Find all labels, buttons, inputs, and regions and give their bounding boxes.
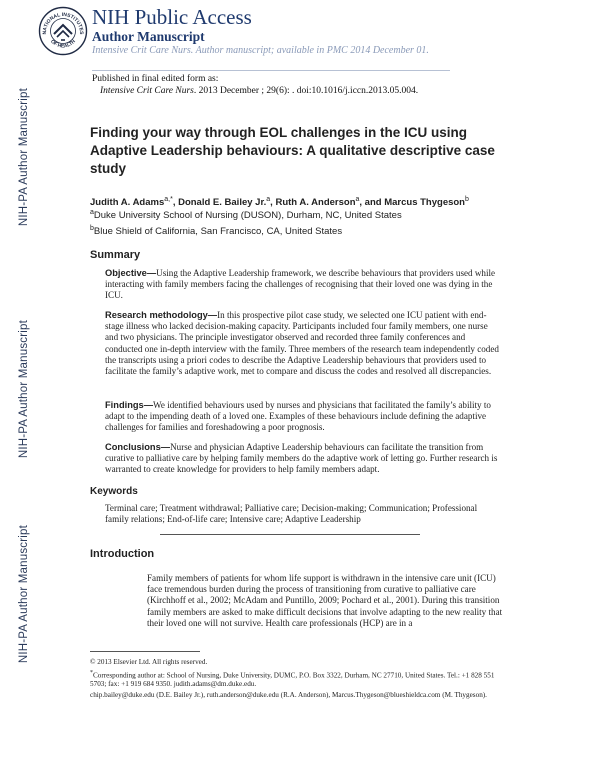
author-list	[90, 196, 469, 208]
footnote-divider	[90, 651, 200, 652]
footnotes	[90, 658, 500, 702]
introduction-paragraph: Family members of patients for whom life support is withdrawn in the intensive care unit (ICU) face tremendous burden during the process of transitioning from curative to palliative care (Kirchhoff et al., 2002; McAdam and Puntillo, 2009; Pochard et al., 2001). During this transition family members are asked to make difficult decisions that involve adapting to the new reality that their loved one will not survive. Health care professionals (HCP) are in a	[147, 573, 503, 628]
author-manuscript-subtitle: Author Manuscript	[92, 29, 205, 44]
methodology-text: In this prospective pilot case study, we selected one ICU patient with end-stage illness who lacked decision-making capacity. Participants included four family members, one nurse and two physicians. The principle investigator observed and recorded three family conferences and conducted one in-depth interview with the family. Three members of the research team independently coded the transcripts using a priori codes to describe the Adaptive Leadership behaviours that providers used to facilitate the family’s adaptive work, met to compare and discuss the codes and resolved all discrepancies.	[105, 310, 499, 377]
abstract-objective	[105, 268, 503, 302]
author-name: Donald E. Bailey Jr.	[178, 197, 267, 209]
conclusions-label: Conclusions—	[105, 442, 171, 452]
affiliation-a	[90, 209, 402, 221]
citation-details: . 2013 December ; 29(6): . doi:10.1016/j.iccn.2013.05.004.	[193, 86, 419, 96]
keywords-heading: Keywords	[90, 486, 138, 497]
published-label: Published in final edited form as:	[92, 74, 219, 84]
affiliation-mark: b	[90, 225, 94, 232]
nih-public-access-title: NIH Public Access	[92, 5, 252, 29]
keywords-list: Terminal care; Treatment withdrawal; Palliative care; Decision-making; Communication; Professional family relations; End-of-life care; Intensive care; Adaptive Leadership	[105, 503, 478, 525]
abstract-findings	[105, 400, 503, 434]
conclusions-text: Nurse and physician Adaptive Leadership behaviours can facilitate the transition from curative to palliative care by helping family members do the adaptive work of letting go. Further research is warranted to create knowledge for providers to help family members adapt.	[105, 442, 498, 475]
sidebar-manuscript-label: NIH-PA Author Manuscript	[18, 525, 30, 664]
methodology-label: Research methodology—	[105, 310, 218, 320]
introduction-heading: Introduction	[90, 548, 155, 560]
seal-bottom-text: OF HEALTH	[49, 38, 77, 50]
seal-top-text: NATIONAL INSTITUTES	[41, 11, 85, 35]
objective-label: Objective—	[105, 268, 157, 278]
findings-text: We identified behaviours used by nurses and physicians that facilitated the family’s ability to adapt to the impending death of a loved one. Examples of these behaviours include defining the adaptive challenges for families and foreshadowing a poor prognosis.	[105, 400, 491, 433]
keywords-divider	[160, 534, 420, 535]
author-affiliation-mark: a,*	[164, 196, 173, 203]
author-emails: chip.bailey@duke.edu (D.E. Bailey Jr.), ruth.anderson@duke.edu (R.A. Anderson), Marcus.Thygeson@blueshieldca.com (M. Thygeson).	[90, 691, 487, 700]
abstract-conclusions	[105, 442, 503, 476]
affiliation-mark: a	[90, 209, 94, 216]
copyright-notice: © 2013 Elsevier Ltd. All rights reserved.	[90, 658, 208, 666]
corresponding-author-note	[90, 669, 500, 689]
affiliation-text: Blue Shield of California, San Francisco, CA, United States	[93, 226, 343, 238]
author-separator: ,	[270, 197, 276, 209]
nih-seal-icon	[38, 6, 88, 56]
findings-label: Findings—	[105, 400, 154, 410]
author-separator: , and	[359, 197, 385, 209]
affiliation-text: Duke University School of Nursing (DUSON), Durham, NC, United States	[93, 210, 402, 222]
header-divider	[92, 70, 450, 71]
author-name: Marcus Thygeson	[384, 197, 465, 209]
citation-line	[92, 85, 418, 97]
sidebar-manuscript-label: NIH-PA Author Manuscript	[18, 88, 30, 227]
author-affiliation-mark: b	[465, 196, 469, 203]
journal-name: Intensive Crit Care Nurs	[100, 86, 194, 96]
author-name: Ruth A. Anderson	[275, 197, 356, 209]
abstract-methodology	[105, 310, 503, 377]
corresponding-author-text: Corresponding author at: School of Nursing, Duke University, DUMC, P.O. Box 3322, Durham, NC 27710, United States. Tel.: +1 828 551 5703; fax: +1 919 684 9350. judith.adams@dm.duke.edu.	[90, 671, 495, 689]
affiliation-b	[90, 225, 342, 237]
publication-info	[92, 73, 418, 97]
availability-note: Intensive Crit Care Nurs. Author manuscript; available in PMC 2014 December 01.	[92, 45, 429, 56]
objective-text: Using the Adaptive Leadership framework, we describe behaviours that providers used while interacting with family members facing the challenges of recognising that their loved one was dying in the ICU.	[105, 268, 496, 301]
author-separator: ,	[172, 197, 179, 209]
corresponding-mark: *	[90, 670, 93, 676]
article-title: Finding your way through EOL challenges in the ICU using Adaptive Leadership behaviours: A qualitative descriptive case study	[90, 125, 495, 176]
sidebar-manuscript-label: NIH-PA Author Manuscript	[18, 320, 30, 459]
author-name: Judith A. Adams	[90, 197, 165, 209]
author-affiliation-mark: a	[355, 196, 360, 203]
author-affiliation-mark: a	[266, 196, 271, 203]
summary-heading: Summary	[90, 249, 141, 261]
